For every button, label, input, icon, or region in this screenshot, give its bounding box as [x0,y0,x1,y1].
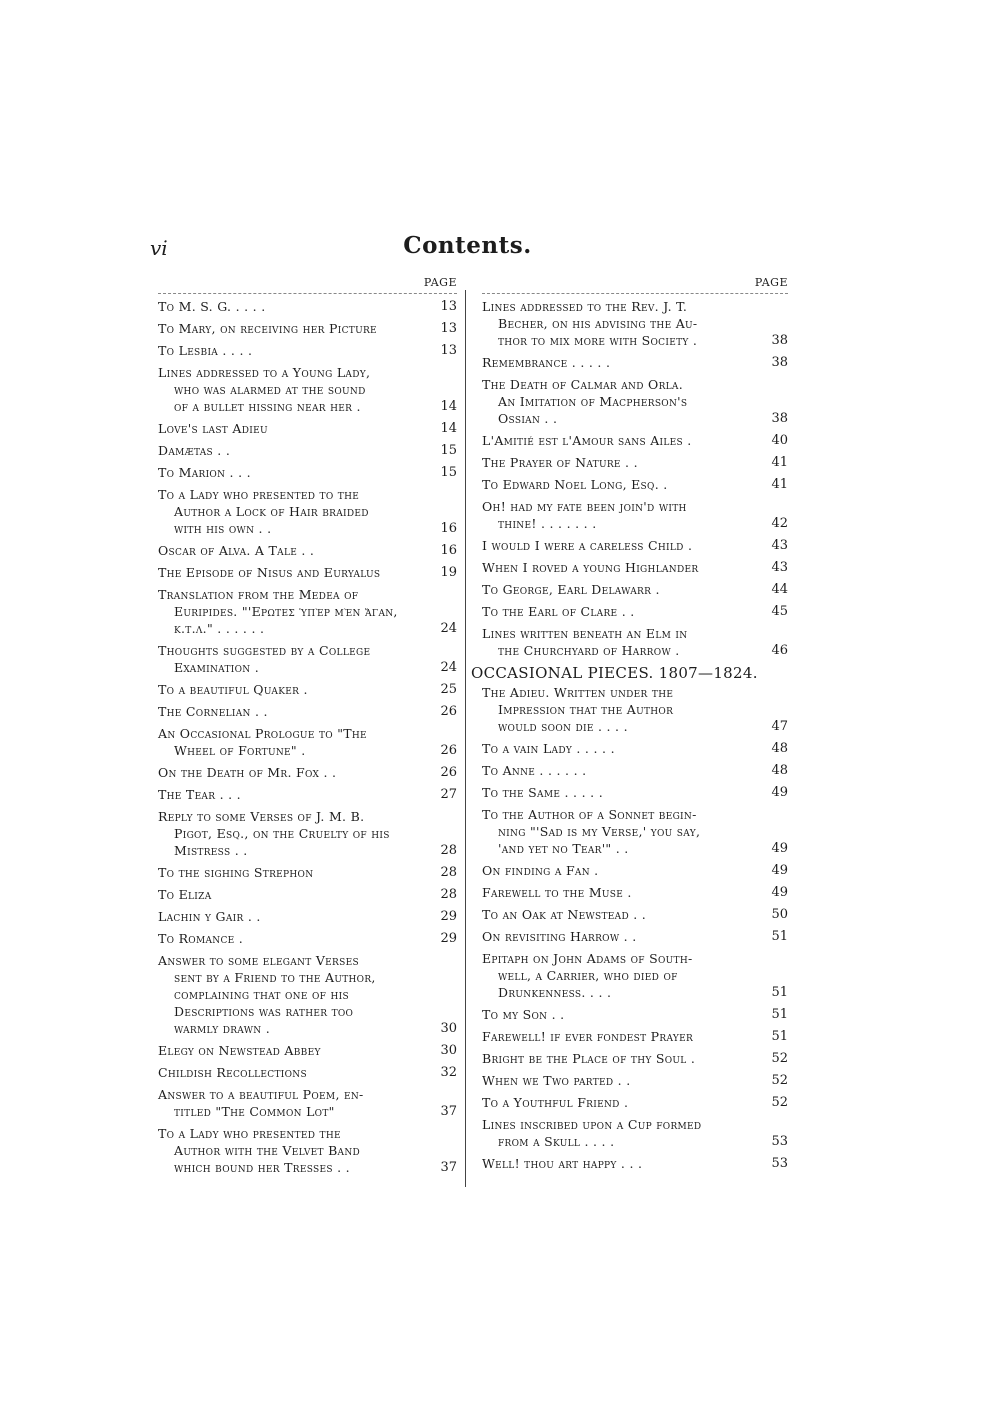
entry-title-line: Author a Lock of Hair braided [174,504,369,519]
entry-title-line: To Anne . . . . . . [482,763,587,778]
contents-entry [158,930,457,947]
entry-title-line: titled "The Common Lot" [174,1104,335,1119]
page-title: Contents. [403,232,532,259]
entry-page-number: 27 [440,787,457,802]
entry-title [158,464,425,481]
contents-entry [482,454,788,471]
entry-title-line: An Imitation of Macpherson's [498,394,688,409]
entry-title [158,564,425,581]
entry-page-number: 43 [771,560,788,575]
entry-title-line: The Adieu. Written under the [482,685,674,700]
entry-page-number: 38 [771,355,788,370]
entry-title-line: Examination . [174,660,260,675]
contents-entry [158,320,457,337]
entry-title-line: warmly drawn . [174,1021,271,1036]
entry-title-line: The Death of Calmar and Orla. [482,377,683,392]
entry-title-line: Lines addressed to a Young Lady, [158,365,371,380]
column-rule [482,293,788,294]
contents-entry [482,884,788,901]
entry-page-number: 52 [771,1095,788,1110]
entry-title [158,864,425,881]
entry-page-number: 48 [771,741,788,756]
entry-title [158,442,425,459]
entry-title [482,498,756,532]
entry-title-line: To an Oak at Newstead . . [482,907,647,922]
entry-title-line: To Edward Noel Long, Esq. . [482,477,668,492]
entry-page-number: 15 [440,465,457,480]
entry-title [482,1094,756,1111]
entry-page-number: 30 [440,1043,457,1058]
contents-entry [158,786,457,803]
entry-title-line: Oh! had my fate been join'd with [482,499,687,514]
entry-page-number: 37 [440,1160,457,1175]
entry-title [158,586,425,637]
entry-title [158,542,425,559]
entry-page-number: 49 [771,863,788,878]
entry-title-line: To M. S. G. . . . . [158,299,266,314]
entry-title-line: To a Lady who presented the [158,1126,341,1141]
entry-title-line: which bound her Tresses . . [174,1160,350,1175]
entry-title [482,1155,756,1172]
entry-title [482,537,756,554]
entry-title-line: To Lesbia . . . . [158,343,253,358]
entry-title-line: Pigot, Esq., on the Cruelty of his [174,826,390,841]
entry-page-number: 25 [440,682,457,697]
page-number: vi [150,236,168,260]
entry-page-number: 29 [440,909,457,924]
entry-page-number: 48 [771,763,788,778]
contents-column-right [471,276,788,1177]
entry-title-line: To Mary, on receiving her Picture [158,321,377,336]
entry-title [158,642,425,676]
entry-title-line: 'and yet no Tear'" . . [498,841,629,856]
contents-entry [482,684,788,735]
entry-title [158,1042,425,1059]
entry-title-line: The Prayer of Nature . . [482,455,638,470]
contents-entry [482,906,788,923]
contents-entry [158,486,457,537]
entry-title-line: the Churchyard of Harrow . [498,643,680,658]
contents-entry [158,298,457,315]
entry-page-number: 46 [771,643,788,658]
entry-title [158,681,425,698]
entry-page-number: 40 [771,433,788,448]
entry-page-number: 13 [440,321,457,336]
entry-page-number: 32 [440,1065,457,1080]
contents-entry [158,642,457,676]
entry-title-line: Descriptions was rather too [174,1004,354,1019]
contents-entry [482,376,788,427]
entry-title-line: Ossian . . [498,411,558,426]
contents-entry [158,764,457,781]
entry-page-number: 37 [440,1104,457,1119]
entry-title [482,1028,756,1045]
contents-entry [158,1042,457,1059]
entry-title-line: The Tear . . . [158,787,241,802]
entry-title-line: On revisiting Harrow . . [482,929,637,944]
section-heading: OCCASIONAL PIECES. 1807—1824. [471,664,758,682]
contents-entry [482,581,788,598]
entry-page-number: 14 [440,399,457,414]
entry-page-number: 51 [771,985,788,1000]
contents-entry [158,586,457,637]
contents-entry [158,442,457,459]
entry-page-number: 44 [771,582,788,597]
entry-title-line: thor to mix more with Society . [498,333,698,348]
entry-title [482,376,756,427]
entry-title-line: To a Youthful Friend . [482,1095,629,1110]
contents-entry [158,564,457,581]
entry-title-line: Impression that the Author [498,702,674,717]
entry-title [482,298,756,349]
contents-entry [482,625,788,659]
entry-title-line: Well! thou art happy . . . [482,1156,643,1171]
contents-entry [482,537,788,554]
contents-entry [482,354,788,371]
entry-title-line: Lines addressed to the Rev. J. T. [482,299,688,314]
entry-title [482,740,756,757]
entry-title [158,808,425,859]
entry-title-line: I would I were a careless Child . [482,538,693,553]
contents-entry [158,886,457,903]
entry-title-line: Damætas . . [158,443,231,458]
entry-title [482,1006,756,1023]
contents-column-left [158,276,457,1181]
entry-title-line: Thoughts suggested by a College [158,643,371,658]
contents-entry [158,542,457,559]
contents-entry [158,342,457,359]
entry-title-line: Bright be the Place of thy Soul . [482,1051,696,1066]
entry-page-number: 52 [771,1073,788,1088]
entry-page-number: 28 [440,865,457,880]
entry-title [482,784,756,801]
entry-page-number: 42 [771,516,788,531]
entry-title [482,559,756,576]
entry-title [158,703,425,720]
entry-page-number: 14 [440,421,457,436]
entry-page-number: 52 [771,1051,788,1066]
contents-entry [158,464,457,481]
entry-title-line: Author with the Velvet Band [174,1143,361,1158]
entry-page-number: 29 [440,931,457,946]
entry-page-number: 13 [440,343,457,358]
contents-entry [158,952,457,1037]
entry-title-line: Reply to some Verses of J. M. B. [158,809,365,824]
entry-page-number: 24 [440,621,457,636]
entry-page-number: 38 [771,411,788,426]
entry-title-line: Translation from the Medea of [158,587,359,602]
entry-page-number: 30 [440,1021,457,1036]
entry-title-line: complaining that one of his [174,987,349,1002]
entry-title-line: Love's last Adieu [158,421,268,436]
entry-title-line: To my Son . . [482,1007,565,1022]
entry-title [158,1064,425,1081]
entry-title-line: Becher, on his advising the Au- [498,316,698,331]
entry-page-number: 50 [771,907,788,922]
contents-entry [158,703,457,720]
entry-title [158,486,425,537]
entry-page-number: 26 [440,765,457,780]
entry-page-number: 43 [771,538,788,553]
entry-title-line: To the Earl of Clare . . [482,604,635,619]
entry-title-line: Lines written beneath an Elm in [482,626,688,641]
entry-title-line: Drunkenness. . . . [498,985,612,1000]
entry-title [158,952,425,1037]
contents-entry [482,762,788,779]
entry-title-line: Farewell to the Muse . [482,885,632,900]
contents-entry [482,559,788,576]
contents-entry [482,1116,788,1150]
entry-page-number: 26 [440,704,457,719]
entry-page-number: 28 [440,887,457,902]
entry-title-line: well, a Carrier, who died of [498,968,678,983]
contents-entry [482,1094,788,1111]
entry-page-number: 47 [771,719,788,734]
entry-title-line: Euripides. "'Ερωτες ὑπὲρ μὲν ἄγαν, [174,604,398,619]
entry-page-number: 16 [440,543,457,558]
entry-title-line: Epitaph on John Adams of South- [482,951,693,966]
entry-title-line: ning "'Sad is my Verse,' you say, [498,824,701,839]
entry-title [158,908,425,925]
entry-title [482,684,756,735]
entry-title [482,906,756,923]
contents-entry [482,1006,788,1023]
entry-title-line: with his own . . [174,521,272,536]
entry-page-number: 41 [771,455,788,470]
entry-title [158,320,425,337]
contents-entry [482,476,788,493]
entry-title [158,1125,425,1176]
entry-title [482,454,756,471]
column-rule [158,293,457,294]
entry-page-number: 45 [771,604,788,619]
entry-title [158,298,425,315]
entry-list-right [482,298,788,659]
contents-entry [482,806,788,857]
entry-title [158,420,425,437]
entry-page-number: 51 [771,1007,788,1022]
entry-list-right-occasional [482,684,788,1172]
entry-title-line: To a Lady who presented to the [158,487,360,502]
entry-page-number: 41 [771,477,788,492]
entry-page-number: 24 [440,660,457,675]
entry-title-line: Lines inscribed upon a Cup formed [482,1117,702,1132]
contents-entry [482,928,788,945]
entry-title-line: Farewell! if ever fondest Prayer [482,1029,694,1044]
entry-title [158,930,425,947]
entry-title-line: To a beautiful Quaker . [158,682,308,697]
entry-page-number: 49 [771,841,788,856]
entry-title-line: The Cornelian . . [158,704,268,719]
entry-title [482,1050,756,1067]
entry-title-line: Mistress . . [174,843,248,858]
contents-entry [158,364,457,415]
entry-title [158,886,425,903]
page-column-label: PAGE [423,276,457,289]
entry-title-line: On the Death of Mr. Fox . . [158,765,337,780]
contents-entry [158,808,457,859]
contents-entry [482,603,788,620]
column-divider [465,290,466,1187]
entry-page-number: 15 [440,443,457,458]
entry-title-line: Oscar of Alva. A Tale . . [158,543,315,558]
contents-entry [482,1028,788,1045]
entry-title-line: of a bullet hissing near her . [174,399,361,414]
entry-title [158,364,425,415]
entry-title-line: The Episode of Nisus and Euryalus [158,565,381,580]
entry-title-line: Elegy on Newstead Abbey [158,1043,321,1058]
entry-title-line: L'Amitié est l'Amour sans Ailes . [482,433,692,448]
entry-title [482,1072,756,1089]
entry-title-line: To the Author of a Sonnet begin- [482,807,697,822]
entry-title [482,862,756,879]
contents-entry [482,1072,788,1089]
contents-entry [482,784,788,801]
entry-list-left [158,298,457,1176]
entry-page-number: 49 [771,885,788,900]
entry-title [482,354,756,371]
contents-entry [482,1050,788,1067]
entry-title-line: An Occasional Prologue to "The [158,726,367,741]
entry-page-number: 38 [771,333,788,348]
entry-title [158,1086,425,1120]
page-column-label: PAGE [754,276,788,289]
contents-entry [482,432,788,449]
entry-title [158,725,425,759]
entry-title-line: To Eliza [158,887,212,902]
entry-page-number: 28 [440,843,457,858]
entry-title [482,950,756,1001]
entry-title [482,884,756,901]
entry-title-line: To Marion . . . [158,465,251,480]
entry-page-number: 51 [771,929,788,944]
entry-page-number: 13 [440,299,457,314]
entry-title [482,806,756,857]
contents-entry [482,498,788,532]
contents-entry [158,1125,457,1176]
entry-title-line: When we Two parted . . [482,1073,631,1088]
entry-title [482,476,756,493]
entry-title [482,928,756,945]
contents-entry [158,864,457,881]
entry-title-line: Answer to a beautiful Poem, en- [158,1087,364,1102]
entry-title-line: To the sighing Strephon [158,865,314,880]
entry-page-number: 53 [771,1134,788,1149]
contents-entry [482,950,788,1001]
contents-entry [482,740,788,757]
contents-entry [482,862,788,879]
entry-title [158,342,425,359]
entry-title [482,625,756,659]
entry-title-line: To Romance . [158,931,244,946]
entry-title-line: who was alarmed at the sound [174,382,366,397]
entry-title [482,762,756,779]
entry-title-line: On finding a Fan . [482,863,599,878]
entry-page-number: 51 [771,1029,788,1044]
entry-page-number: 53 [771,1156,788,1171]
entry-title-line: Childish Recollections [158,1065,307,1080]
entry-title-line: When I roved a young Highlander [482,560,699,575]
entry-title-line: To the Same . . . . . [482,785,603,800]
contents-entry [158,1086,457,1120]
entry-page-number: 16 [440,521,457,536]
entry-page-number: 19 [440,565,457,580]
entry-page-number: 49 [771,785,788,800]
entry-title-line: Wheel of Fortune" . [174,743,306,758]
entry-title [482,603,756,620]
entry-title-line: κ.τ.λ." . . . . . . [174,621,265,636]
entry-title-line: To George, Earl Delawarr . [482,582,660,597]
entry-title-line: To a vain Lady . . . . . [482,741,615,756]
entry-title [158,764,425,781]
contents-entry [482,298,788,349]
entry-title [158,786,425,803]
entry-title-line: Lachin y Gair . . [158,909,261,924]
page-header [150,232,785,262]
entry-title-line: from a Skull . . . . [498,1134,615,1149]
entry-title [482,581,756,598]
contents-entry [158,908,457,925]
contents-entry [158,420,457,437]
entry-page-number: 26 [440,743,457,758]
entry-title-line: would soon die . . . . [498,719,628,734]
contents-entry [158,725,457,759]
entry-title [482,432,756,449]
entry-title-line: thine! . . . . . . . [498,516,597,531]
contents-entry [482,1155,788,1172]
contents-entry [158,1064,457,1081]
entry-title-line: Remembrance . . . . . [482,355,611,370]
entry-title-line: sent by a Friend to the Author, [174,970,376,985]
contents-entry [158,681,457,698]
entry-title [482,1116,756,1150]
entry-title-line: Answer to some elegant Verses [158,953,359,968]
